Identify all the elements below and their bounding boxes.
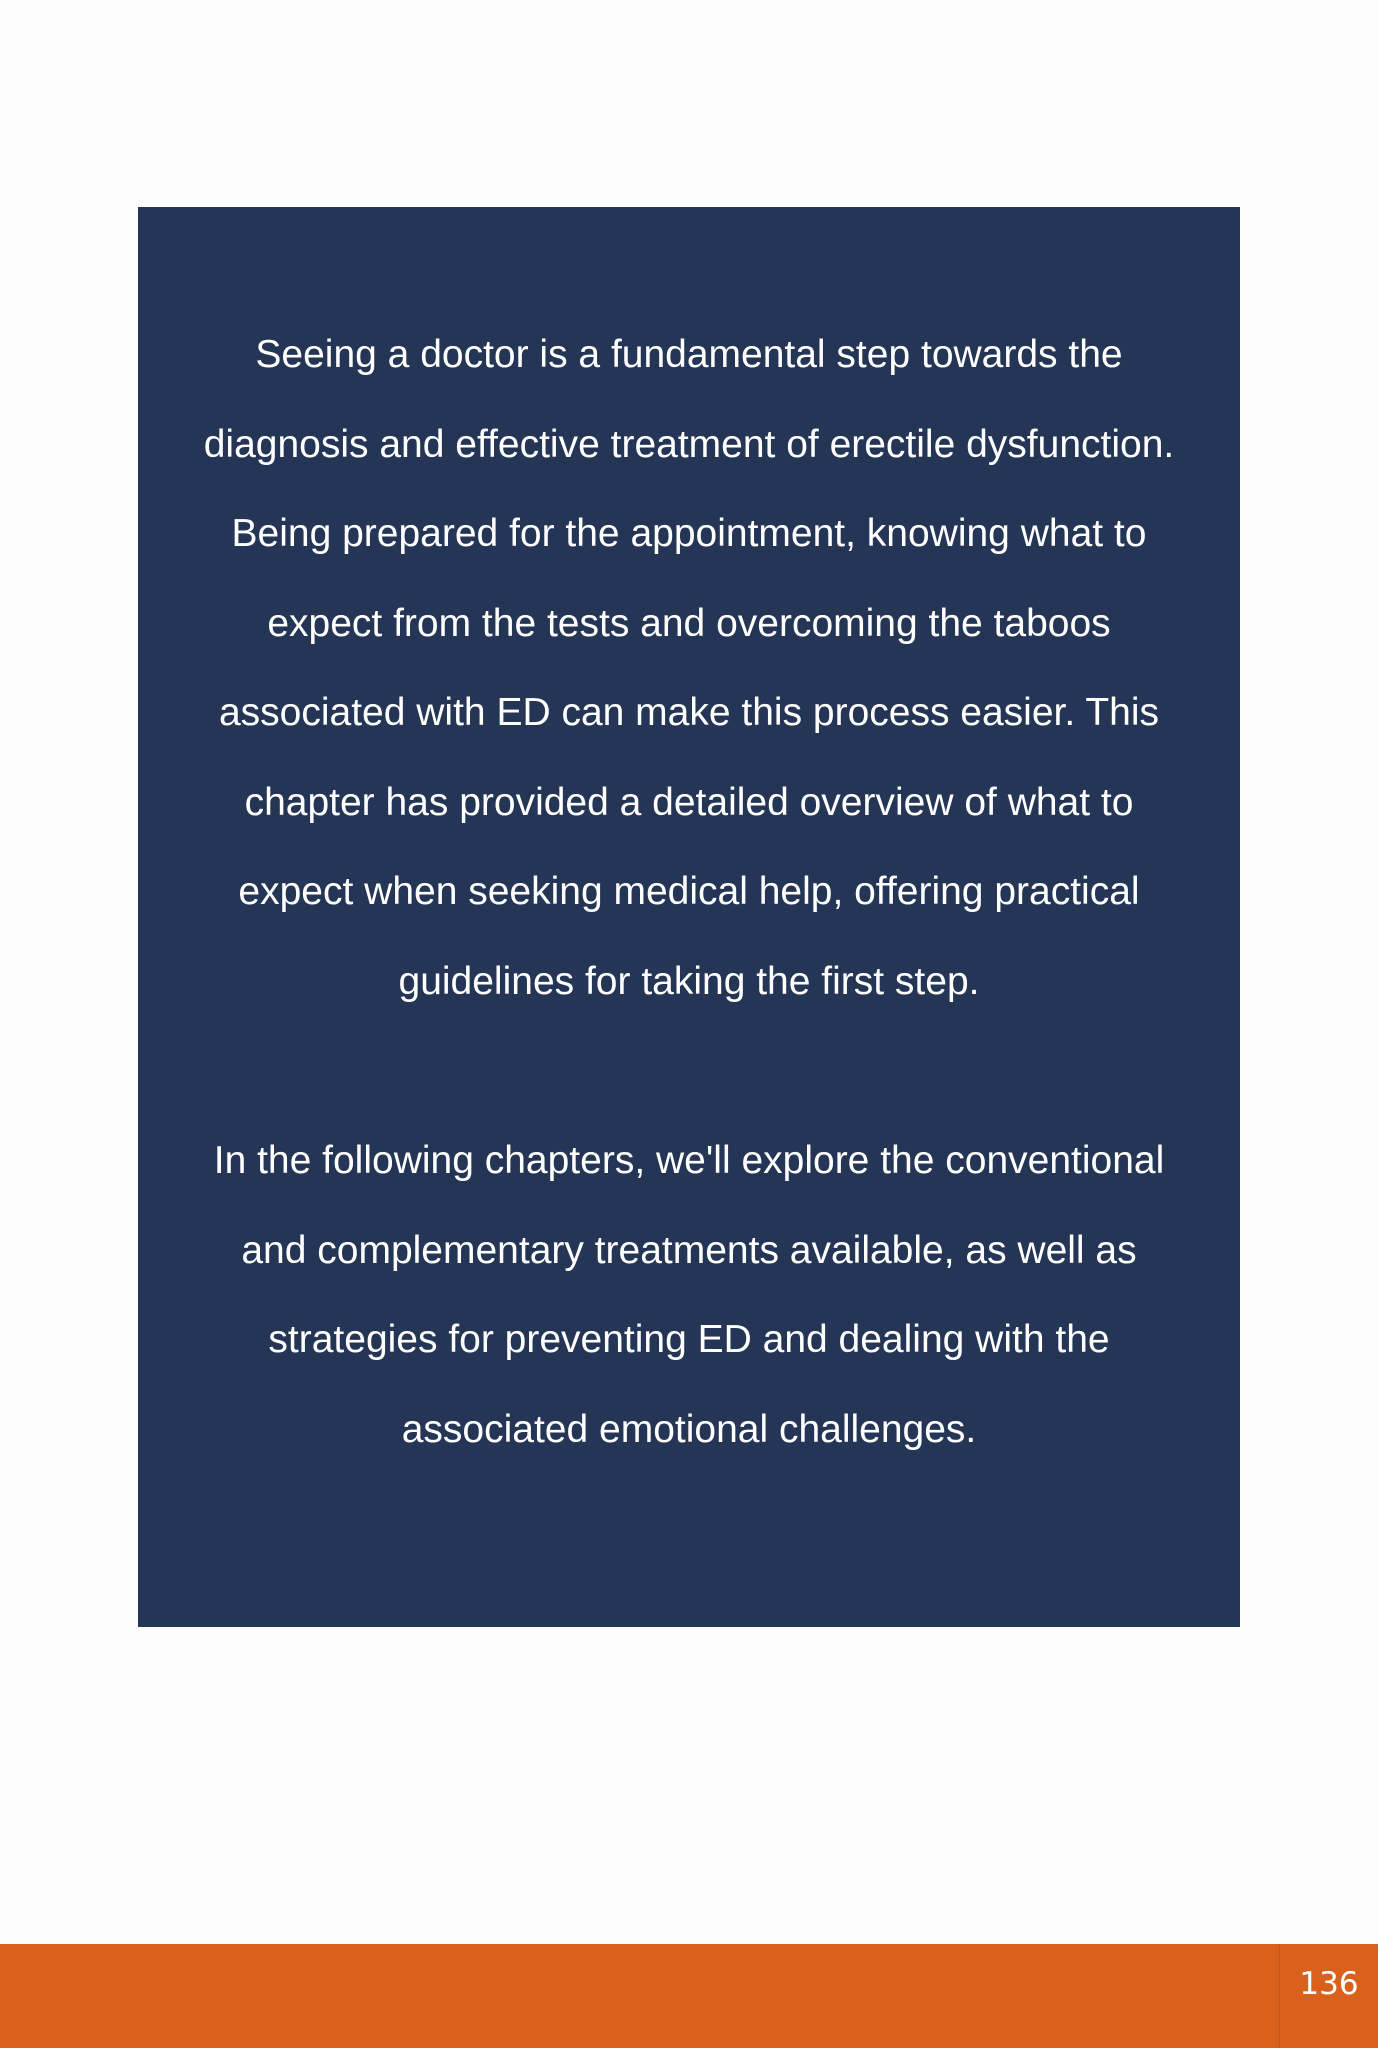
chapter-summary-box <box>138 207 1240 1627</box>
summary-paragraph-2: In the following chapters, we'll explore the conventional and complementary treatments available, as well as strategies for preventing ED and dealing with the associated emotional challenges. <box>213 1139 1165 1451</box>
summary-paragraph-1: Seeing a doctor is a fundamental step towards the diagnosis and effective treatment of erectile dysfunction. Being prepared for the appointment, knowing what to expect from the tests and overcoming the taboos associated with ED can make this process easier. This chapter has provided a detailed overview of what to expect when seeking medical help, offering practical guidelines for taking the first step. <box>203 333 1175 1003</box>
page-footer <box>0 1944 1378 2048</box>
page-number: 136 <box>1279 1944 1378 2048</box>
